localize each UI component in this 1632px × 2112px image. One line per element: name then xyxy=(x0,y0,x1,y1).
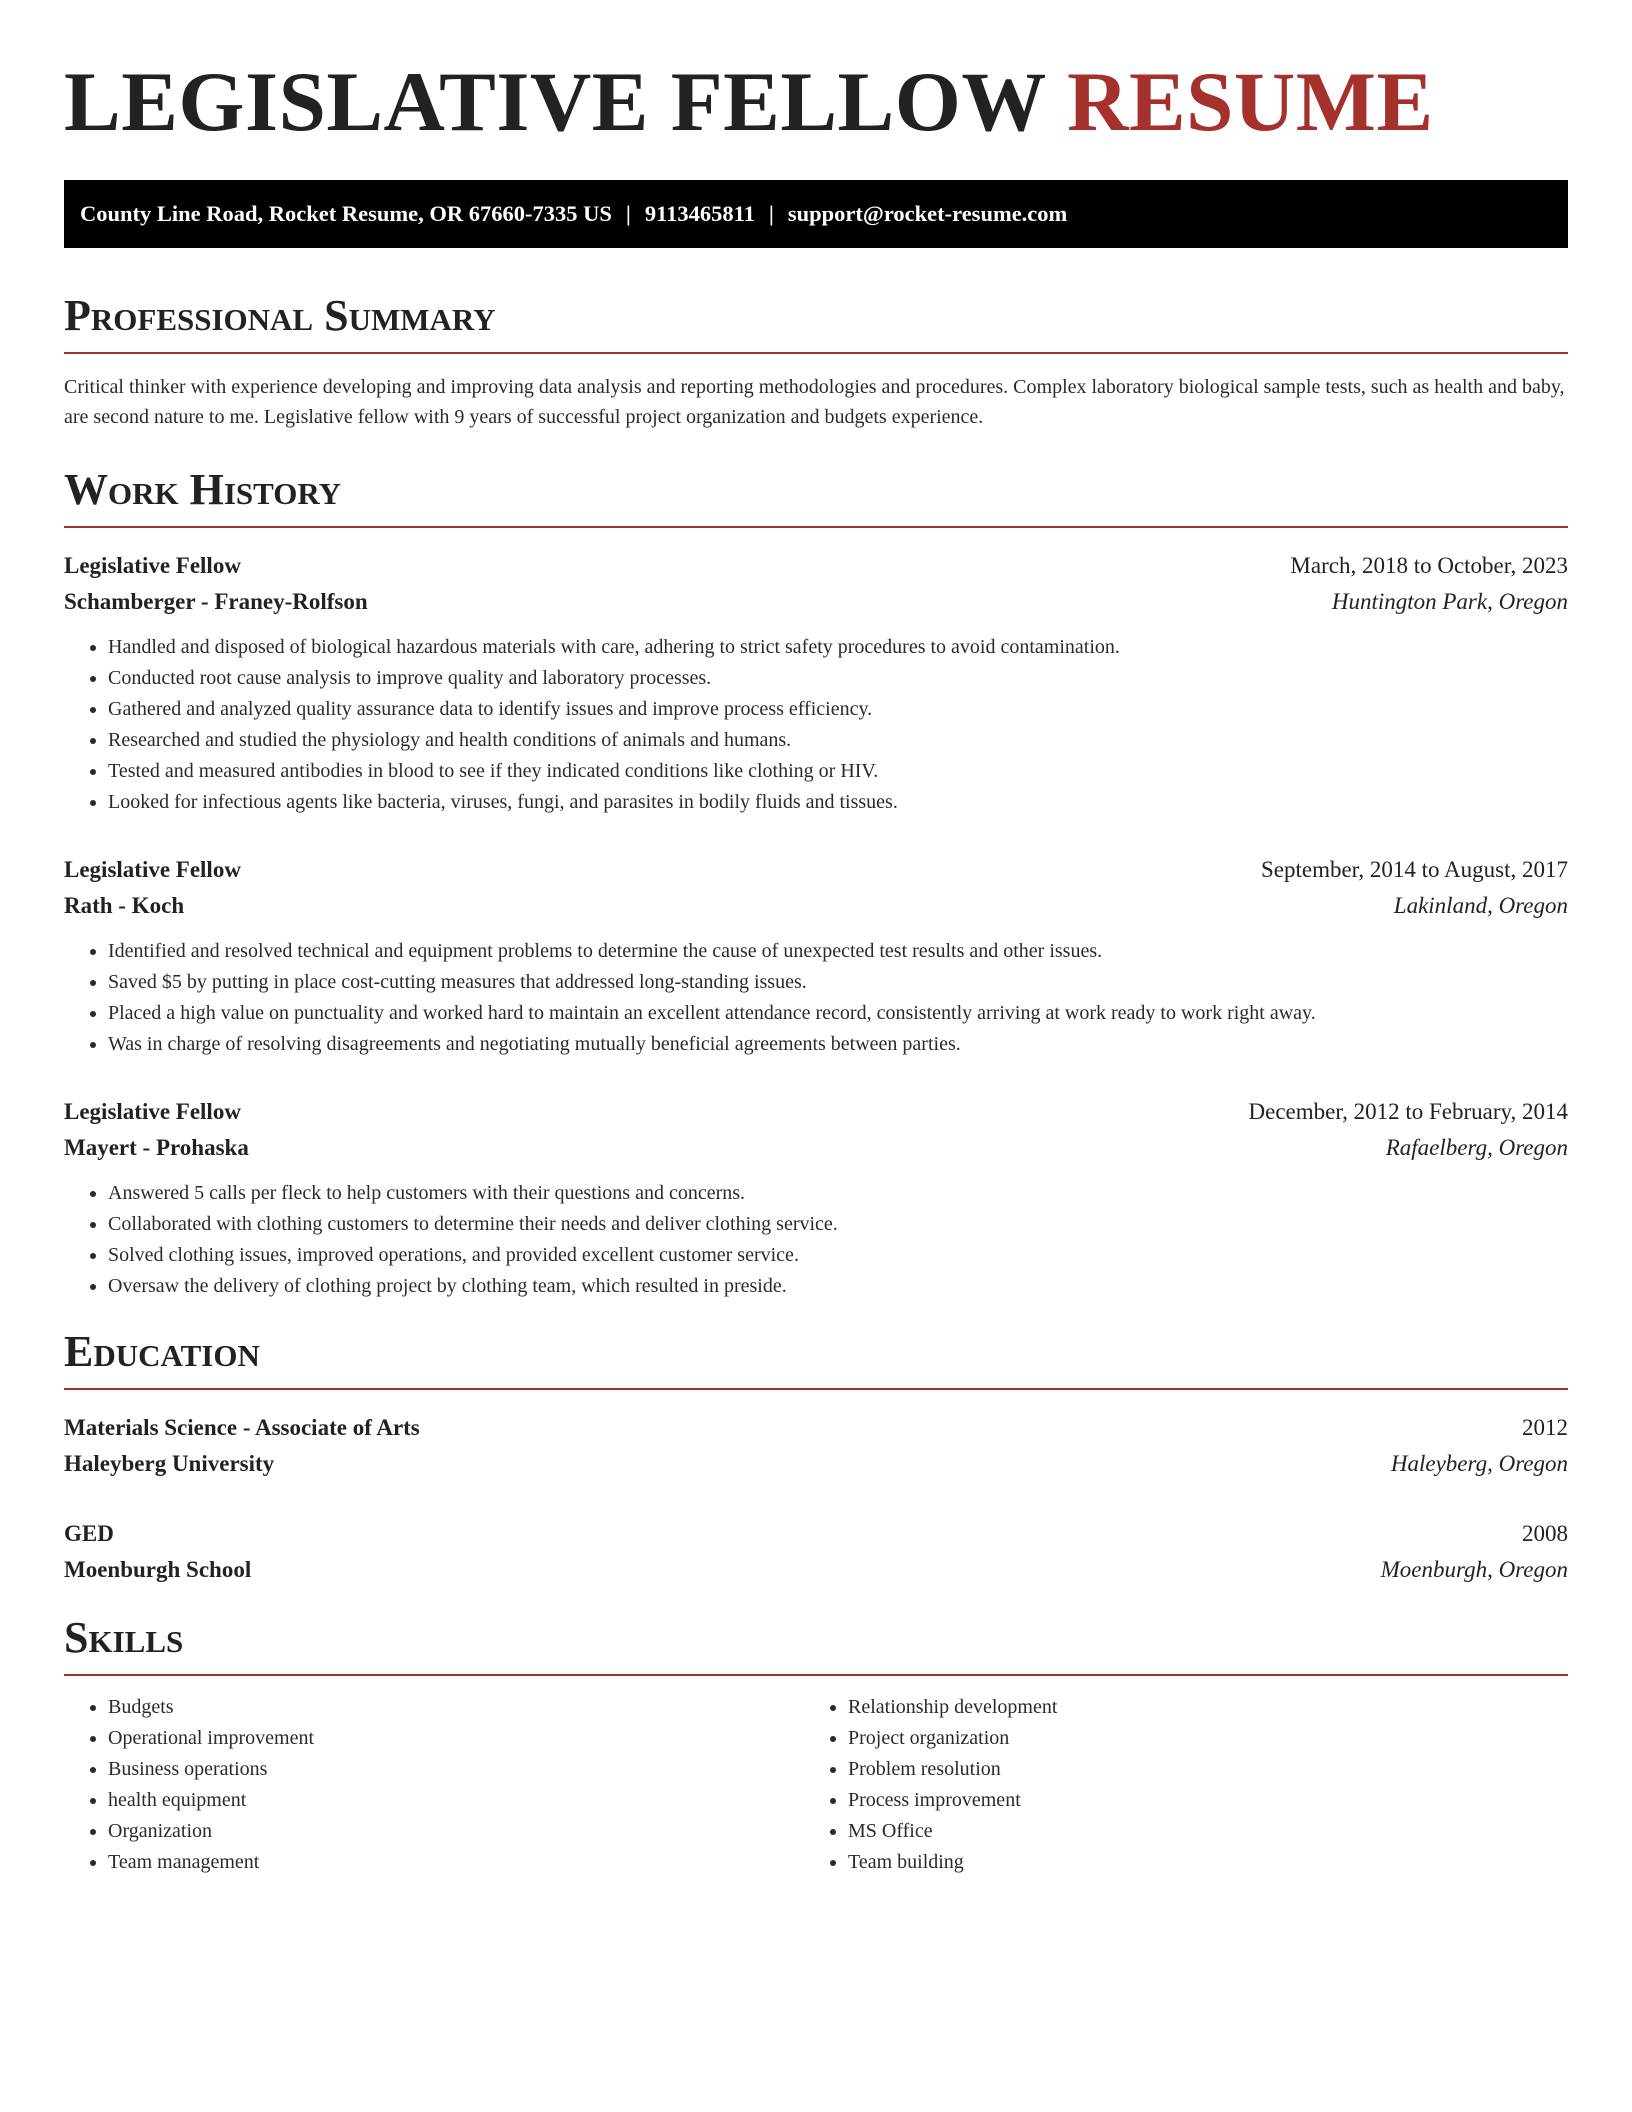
job-title: Legislative Fellow xyxy=(64,857,241,882)
job-company-row xyxy=(64,888,1568,924)
job-entry xyxy=(64,1094,1568,1302)
contact-email: support@rocket-resume.com xyxy=(787,201,1068,226)
education-heading: Education xyxy=(64,1326,1568,1390)
education-degree: Materials Science - Associate of Arts xyxy=(64,1415,420,1440)
education-entry xyxy=(64,1516,1568,1588)
skill-item: • Budgets xyxy=(108,1692,804,1723)
job-entry xyxy=(64,548,1568,818)
education-school-row xyxy=(64,1552,1568,1588)
summary-heading: Professional Summary xyxy=(64,290,1568,354)
job-header-row xyxy=(64,548,1568,584)
skill-item: • Organization xyxy=(108,1816,804,1847)
job-company: Rath - Koch xyxy=(64,893,185,918)
education-degree-row xyxy=(64,1516,1568,1552)
job-bullet: • Collaborated with clothing customers to determine their needs and deliver clothing service. xyxy=(108,1209,1568,1240)
skill-item: • Project organization xyxy=(848,1723,1544,1754)
contact-phone: 9113465811 xyxy=(644,201,755,226)
job-bullet: • Tested and measured antibodies in blood to see if they indicated conditions like clothing or HIV. xyxy=(108,756,1568,787)
education-degree: GED xyxy=(64,1521,114,1546)
job-bullet: • Oversaw the delivery of clothing project by clothing team, which resulted in preside. xyxy=(108,1271,1568,1302)
skill-item: • Process improvement xyxy=(848,1785,1544,1816)
title-main: LEGISLATIVE FELLOW xyxy=(64,55,1046,149)
job-header-row xyxy=(64,1094,1568,1130)
job-bullets xyxy=(64,1178,1568,1302)
skill-item: • Relationship development xyxy=(848,1692,1544,1723)
job-company-row xyxy=(64,584,1568,620)
job-company: Schamberger - Franey-Rolfson xyxy=(64,589,368,614)
work-history-heading: Work History xyxy=(64,464,1568,528)
job-location: Lakinland, Oregon xyxy=(1393,893,1568,918)
job-bullet: • Handled and disposed of biological hazardous materials with care, adhering to strict safety procedures to avoid contamination. xyxy=(108,632,1568,663)
job-entry xyxy=(64,852,1568,1060)
skill-item: • Operational improvement xyxy=(108,1723,804,1754)
education-school: Haleyberg University xyxy=(64,1451,275,1476)
education-entry xyxy=(64,1410,1568,1482)
job-bullet: • Identified and resolved technical and equipment problems to determine the cause of unexpected test results and other issues. xyxy=(108,936,1568,967)
skills-grid xyxy=(64,1692,1568,1878)
job-bullet: • Placed a high value on punctuality and worked hard to maintain an excellent attendance record, consistently arriving at work ready to work right away. xyxy=(108,998,1568,1029)
education-school-row xyxy=(64,1446,1568,1482)
contact-bar xyxy=(64,180,1568,248)
job-bullets xyxy=(64,632,1568,818)
job-bullet: • Looked for infectious agents like bacteria, viruses, fungi, and parasites in bodily fluids and tissues. xyxy=(108,787,1568,818)
education-year: 2012 xyxy=(1522,1415,1568,1440)
job-bullet: • Conducted root cause analysis to improve quality and laboratory processes. xyxy=(108,663,1568,694)
skills-column-right xyxy=(804,1692,1544,1878)
resume-title xyxy=(64,56,1568,148)
job-dates: September, 2014 to August, 2017 xyxy=(1260,857,1568,882)
job-bullet: • Answered 5 calls per fleck to help customers with their questions and concerns. xyxy=(108,1178,1568,1209)
skill-item: • Business operations xyxy=(108,1754,804,1785)
education-degree-row xyxy=(64,1410,1568,1446)
job-company-row xyxy=(64,1130,1568,1166)
job-bullets xyxy=(64,936,1568,1060)
job-bullet: • Gathered and analyzed quality assurance data to identify issues and improve process efficiency. xyxy=(108,694,1568,725)
education-location: Moenburgh, Oregon xyxy=(1380,1557,1568,1582)
job-bullet: • Solved clothing issues, improved operations, and provided excellent customer service. xyxy=(108,1240,1568,1271)
skill-item: • MS Office xyxy=(848,1816,1544,1847)
skill-item: • health equipment xyxy=(108,1785,804,1816)
contact-separator: | xyxy=(768,201,774,226)
job-dates: March, 2018 to October, 2023 xyxy=(1290,553,1568,578)
contact-address: County Line Road, Rocket Resume, OR 67660-7335 US xyxy=(80,201,612,226)
summary-text: Critical thinker with experience developing and improving data analysis and reporting methodologies and procedures. Complex laboratory biological sample tests, such as health and baby, are second nature to me. Legislative fellow with 9 years of successful project organization and budgets experience. xyxy=(64,376,1565,428)
job-bullet: • Researched and studied the physiology and health conditions of animals and humans. xyxy=(108,725,1568,756)
skill-item: • Team management xyxy=(108,1847,804,1878)
education-year: 2008 xyxy=(1522,1521,1568,1546)
job-location: Huntington Park, Oregon xyxy=(1331,589,1568,614)
job-bullet: • Saved $5 by putting in place cost-cutting measures that addressed long-standing issues. xyxy=(108,967,1568,998)
skills-column-left xyxy=(64,1692,804,1878)
title-accent: RESUME xyxy=(1067,55,1434,149)
job-header-row xyxy=(64,852,1568,888)
skill-item: • Team building xyxy=(848,1847,1544,1878)
skill-item: • Problem resolution xyxy=(848,1754,1544,1785)
job-company: Mayert - Prohaska xyxy=(64,1135,249,1160)
job-dates: December, 2012 to February, 2014 xyxy=(1248,1099,1568,1124)
job-bullet: • Was in charge of resolving disagreements and negotiating mutually beneficial agreements between parties. xyxy=(108,1029,1568,1060)
education-school: Moenburgh School xyxy=(64,1557,252,1582)
job-title: Legislative Fellow xyxy=(64,1099,241,1124)
job-location: Rafaelberg, Oregon xyxy=(1385,1135,1568,1160)
education-location: Haleyberg, Oregon xyxy=(1390,1451,1568,1476)
contact-separator: | xyxy=(625,201,631,226)
skills-heading: Skills xyxy=(64,1612,1568,1676)
job-title: Legislative Fellow xyxy=(64,553,241,578)
